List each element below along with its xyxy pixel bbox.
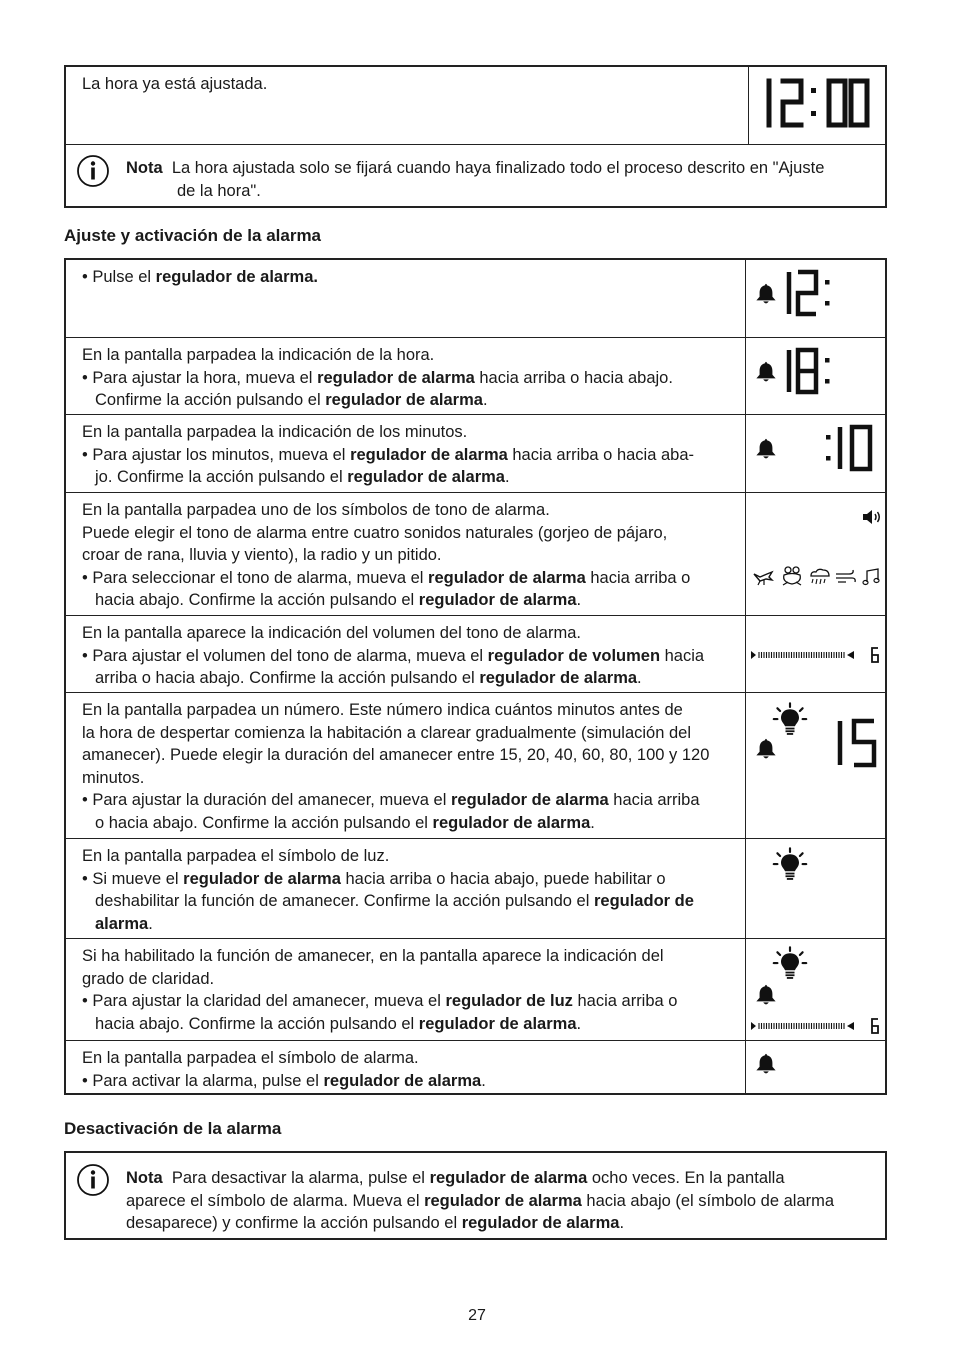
display-cell xyxy=(745,1041,885,1095)
note-label: Nota xyxy=(126,159,163,177)
bulb-icon xyxy=(772,946,808,982)
lcd-display-15 xyxy=(834,717,884,769)
bell-icon xyxy=(755,1052,777,1076)
volume-bar-icon xyxy=(750,650,855,660)
section-heading-alarm-setup: Ajuste y activación de la alarma xyxy=(64,226,322,245)
lcd-display-10 xyxy=(822,423,884,473)
lcd-display-volume-6 xyxy=(870,646,880,664)
time-note xyxy=(126,157,886,202)
display-cell xyxy=(745,493,885,615)
info-icon xyxy=(76,1163,110,1197)
frog-icon xyxy=(781,565,803,587)
bird-icon xyxy=(752,569,774,587)
bulb-icon xyxy=(772,847,808,883)
table-row: En la pantalla parpadea la indicación de la hora. • Para ajustar la hora, mueva el regulador de alarma hacia arriba o hacia abajo. Confirme la acción pulsando el regulador de alarma. xyxy=(66,338,885,415)
music-note-icon xyxy=(862,568,880,586)
time-set-box xyxy=(64,65,887,208)
info-icon xyxy=(76,154,110,188)
lcd-display-12-00 xyxy=(761,75,871,133)
table-row: En la pantalla aparece la indicación del volumen del tono de alarma. • Para ajustar el volumen del tono de alarma, mueva el regulador de volumen hacia arriba o hacia abajo. Confirme la acción pulsando el regulador de alarma. xyxy=(66,616,885,693)
table-row: En la pantalla parpadea la indicación de los minutos. • Para ajustar los minutos, mueva el regulador de alarma hacia arriba o hacia aba- jo. Confirme la acción pulsando el regulador de alarma. xyxy=(66,415,885,493)
table-row: • Pulse el regulador de alarma. xyxy=(66,260,885,338)
bell-icon xyxy=(755,737,777,761)
time-set-text: La hora ya está ajustada. xyxy=(82,75,268,93)
display-cell xyxy=(745,616,885,692)
deactivation-note-box xyxy=(64,1151,887,1240)
display-cell xyxy=(745,693,885,838)
deactivation-note: Nota Para desactivar la alarma, pulse el regulador de alarma ocho veces. En la pantalla aparece el símbolo de alarma. Mueva el regulador de alarma hacia abajo (el símbolo de alarma desaparece) y confirme la acción pulsando el regulador de alarma. xyxy=(126,1169,835,1232)
table-row: En la pantalla parpadea el símbolo de luz. • Si mueve el regulador de alarma hacia arriba o hacia abajo, puede habilitar o deshabilitar la función de amanecer. Confirme la acción pulsando el regulador de alarma. xyxy=(66,839,885,939)
display-cell xyxy=(745,839,885,938)
alarm-setup-table xyxy=(64,258,887,1095)
bell-icon xyxy=(755,437,777,461)
lcd-display-brightness-6 xyxy=(870,1017,880,1035)
bell-icon xyxy=(755,983,777,1007)
display-cell xyxy=(745,415,885,492)
display-cell xyxy=(745,939,885,1040)
page-number: 27 xyxy=(468,1307,486,1324)
lcd-display-12 xyxy=(784,268,854,318)
display-cell xyxy=(745,338,885,414)
table-row: En la pantalla parpadea el símbolo de alarma. • Para activar la alarma, pulse el regulador de alarma. xyxy=(66,1041,885,1095)
table-row: Si ha habilitado la función de amanecer, en la pantalla aparece la indicación del grado de claridad. • Para ajustar la claridad del amanecer, mueva el regulador de luz hacia arriba o hacia abajo. Confirme la acción pulsando el regulador de alarma. xyxy=(66,939,885,1041)
speaker-icon xyxy=(862,508,882,526)
note-label: Nota xyxy=(126,1169,163,1187)
table-row: En la pantalla parpadea un número. Este número indica cuántos minutos antes de la hora de despertar comienza la habitación a clarear gradualmente (simulación del amanecer). Puede elegir la duración del amanecer entre 15, 20, 40, 60, 80, 100 y 120 minutos. • Para ajustar la duración del amanecer, mueva el regulador de alarma hacia arriba o hacia abajo. Confirme la acción pulsando el regulador de alarma. xyxy=(66,693,885,839)
display-cell xyxy=(745,260,885,337)
volume-bar-icon xyxy=(750,1021,855,1031)
bell-icon xyxy=(755,360,777,384)
bulb-icon xyxy=(772,702,808,738)
bell-icon xyxy=(755,282,777,306)
table-row: En la pantalla parpadea uno de los símbolos de tono de alarma. Puede elegir el tono de alarma entre cuatro sonidos naturales (gorjeo de pájaro, croar de rana, lluvia y viento), la radio y un pitido. • Para seleccionar el tono de alarma, mueva el regulador de alarma hacia arriba o hacia abajo. Confirme la acción pulsando el regulador de alarma. xyxy=(66,493,885,616)
note-text-line1: La hora ajustada solo se fijará cuando haya finalizado todo el proceso descrito en "Ajuste xyxy=(171,159,825,177)
note-text-line2: de la hora". xyxy=(177,181,261,200)
rain-icon xyxy=(808,567,832,587)
section-heading-alarm-deactivation: Desactivación de la alarma xyxy=(64,1119,282,1138)
lcd-display-18 xyxy=(784,346,854,396)
wind-icon xyxy=(835,568,857,586)
time-display-cell xyxy=(748,67,885,144)
